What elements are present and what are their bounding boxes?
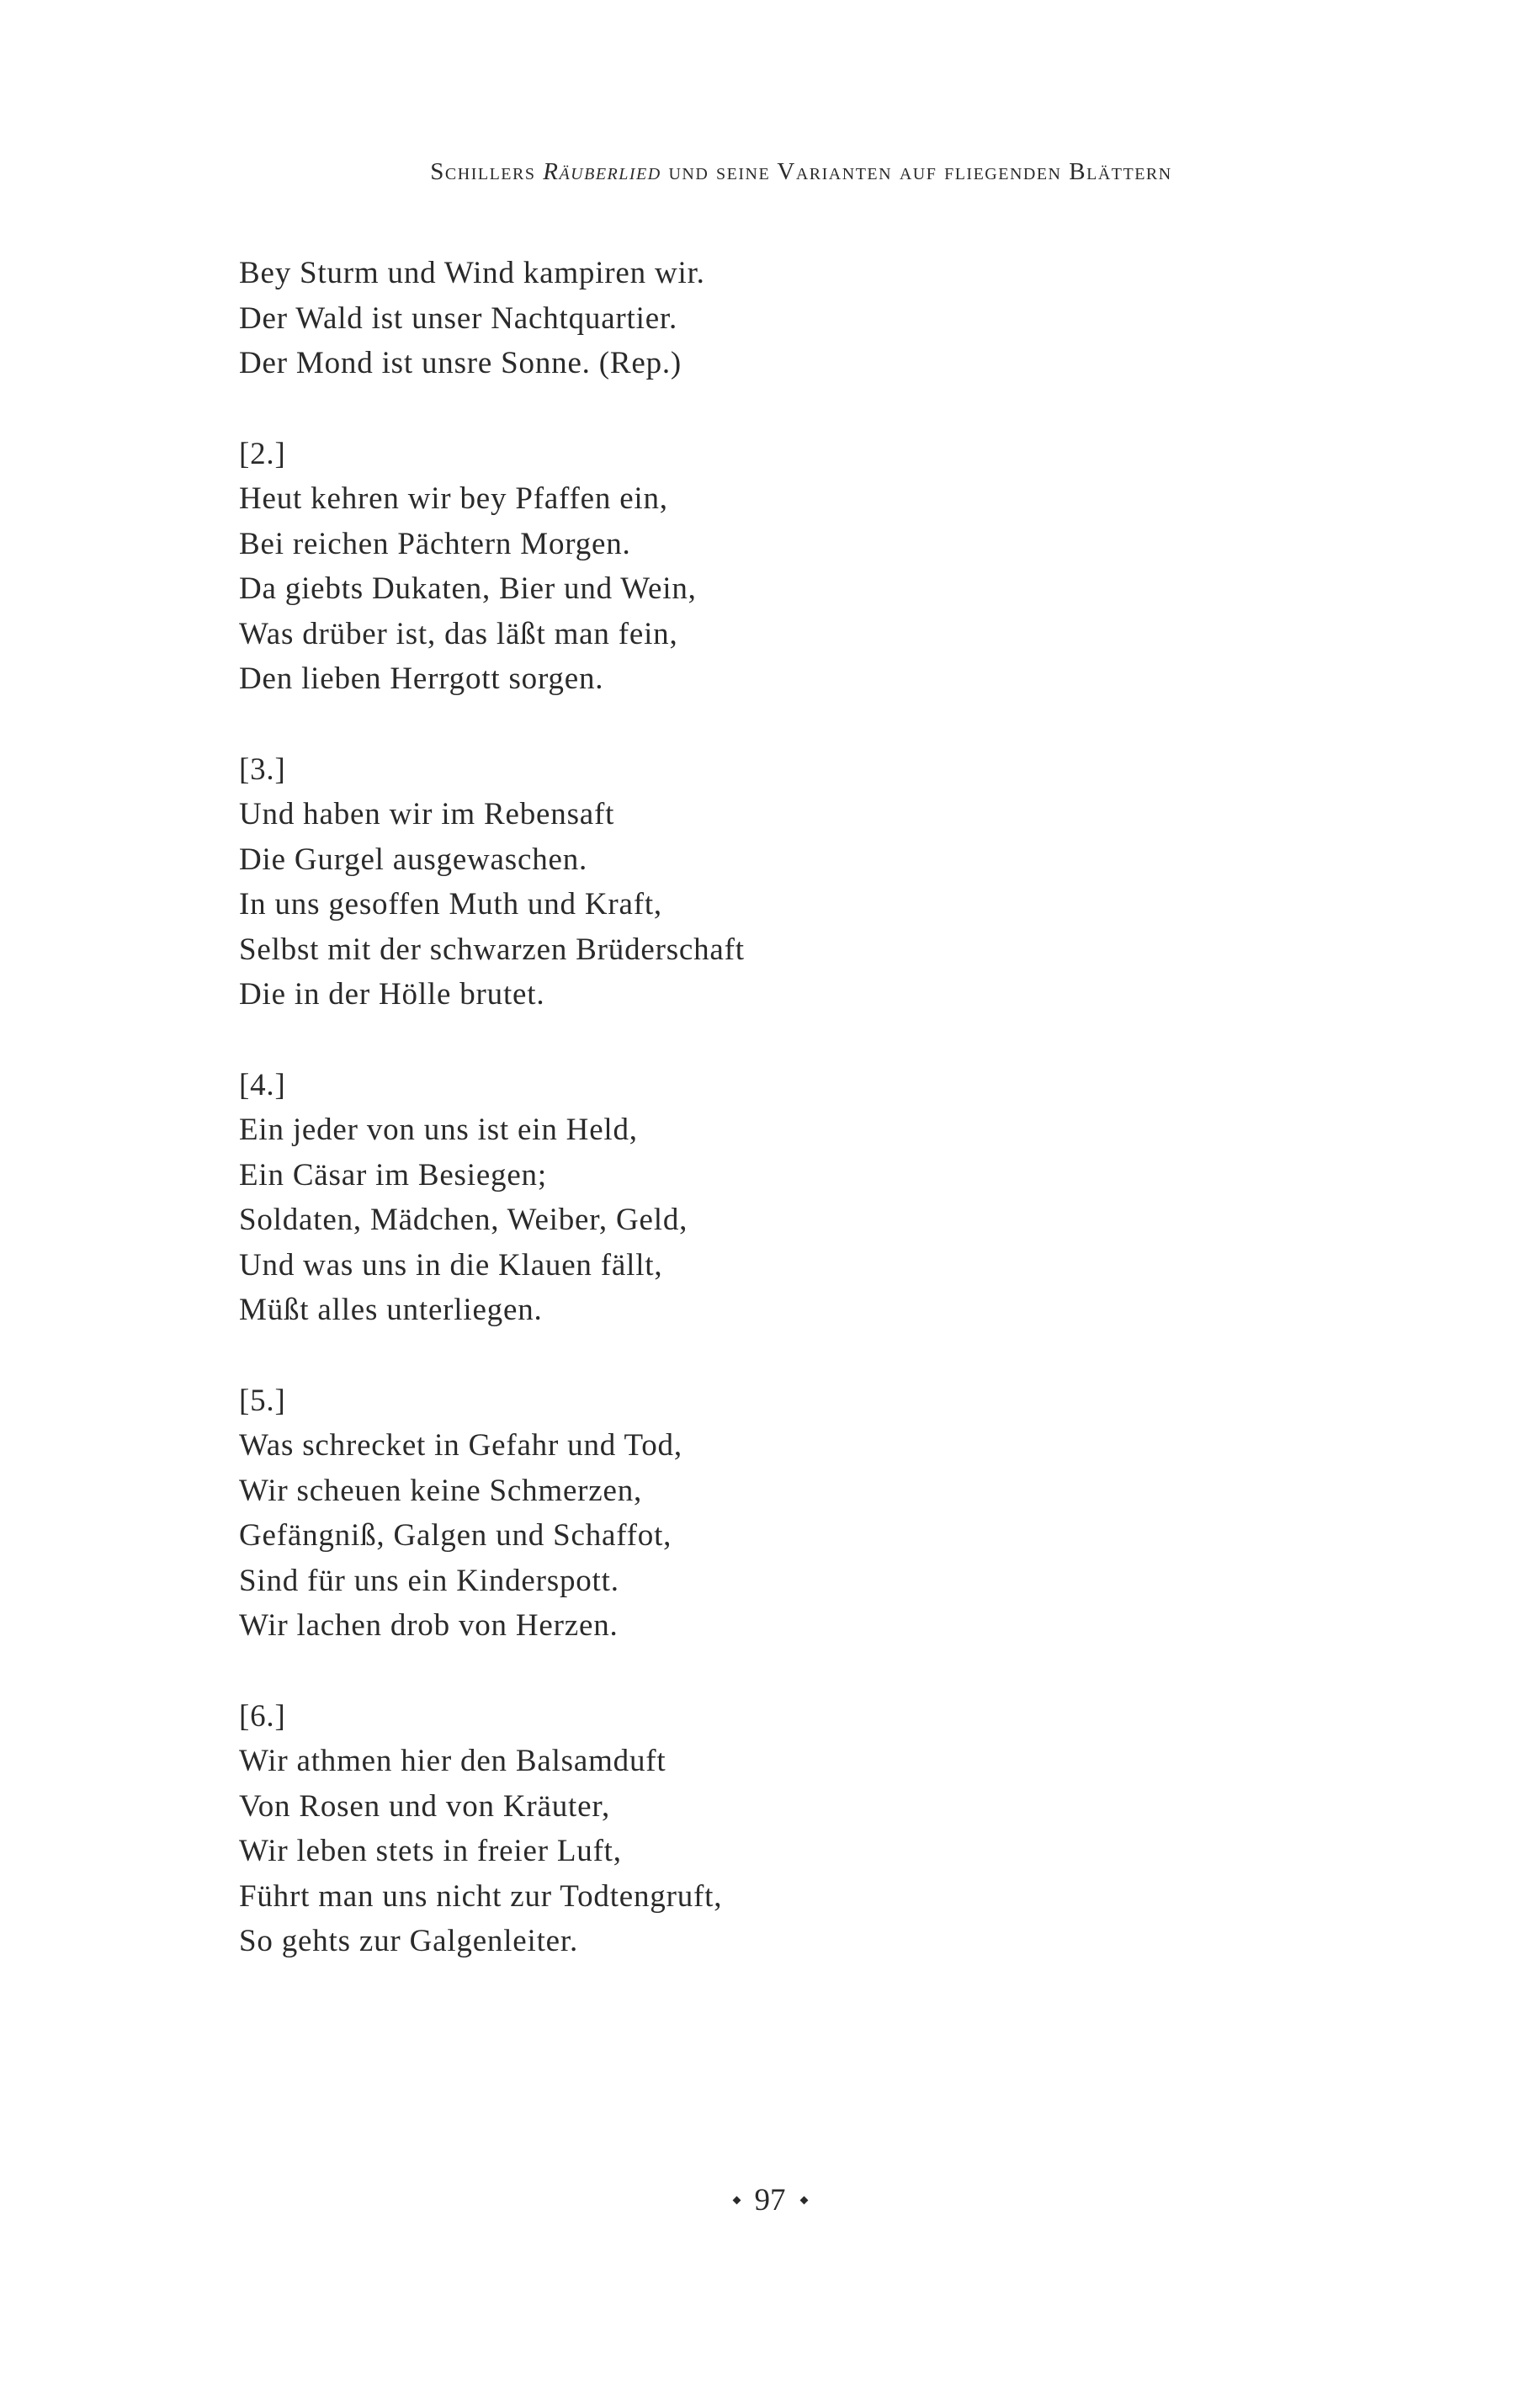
stanza-6: [239, 1694, 1333, 1964]
verse-line: Was schrecket in Gefahr und Tod,: [239, 1428, 682, 1463]
verse-line: Bei reichen Pächtern Morgen.: [239, 526, 631, 561]
verse-line: Ein jeder von uns ist ein Held,: [239, 1113, 638, 1147]
verse-line: Gefängniß, Galgen und Schaffot,: [239, 1518, 672, 1553]
diamond-bullet-icon: [799, 2196, 808, 2205]
verse-line: Bey Sturm und Wind kampiren wir.: [239, 256, 705, 290]
verse-line: Soldaten, Mädchen, Weiber, Geld,: [239, 1203, 688, 1237]
verse-line: Den lieben Herrgott sorgen.: [239, 661, 604, 696]
stanza-number: [2.]: [239, 436, 286, 471]
running-head-author: Schillers: [430, 158, 544, 185]
verse-line: Wir scheuen keine Schmerzen,: [239, 1473, 643, 1508]
verse-line: Wir athmen hier den Balsamduft: [239, 1744, 666, 1778]
verse-line: Wir leben stets in freier Luft,: [239, 1834, 622, 1868]
verse-line: Heut kehren wir bey Pfaffen ein,: [239, 481, 668, 516]
diamond-bullet-icon: [732, 2196, 741, 2205]
poem-body: [239, 251, 1333, 2010]
verse-line: Von Rosen und von Kräuter,: [239, 1788, 611, 1824]
running-head-subtitle: und seine Varianten auf fliegenden Blättern: [661, 158, 1172, 185]
page-number: 97: [754, 2183, 786, 2218]
running-head-title: Räuberlied: [543, 158, 661, 185]
stanza-4: [239, 1063, 1333, 1333]
verse-line: Selbst mit der schwarzen Brüderschaft: [239, 932, 745, 967]
stanza-number: [3.]: [239, 752, 286, 787]
verse-line: Und haben wir im Rebensaft: [239, 797, 615, 831]
verse-line: Führt man uns nicht zur Todtengruft,: [239, 1878, 723, 1914]
verse-line: Ein Cäsar im Besiegen;: [239, 1157, 547, 1192]
stanza-number: [6.]: [239, 1698, 286, 1734]
stanza-number: [5.]: [239, 1383, 286, 1418]
verse-line: So gehts zur Galgenleiter.: [239, 1924, 579, 1958]
stanza-5: [239, 1378, 1333, 1649]
verse-line: Da giebts Dukaten, Bier und Wein,: [239, 571, 697, 606]
verse-line: In uns gesoffen Muth und Kraft,: [239, 887, 662, 922]
verse-line: Der Mond ist unsre Sonne. (Rep.): [239, 346, 682, 380]
stanza-2: [239, 432, 1333, 702]
verse-line: Die Gurgel ausgewaschen.: [239, 842, 588, 877]
stanza-1: [239, 251, 1333, 386]
running-head: [0, 158, 1540, 186]
verse-line: Die in der Hölle brutet.: [239, 977, 545, 1012]
stanza-3: [239, 747, 1333, 1017]
verse-line: Was drüber ist, das läßt man fein,: [239, 616, 678, 651]
stanza-number: [4.]: [239, 1067, 286, 1102]
verse-line: Der Wald ist unser Nachtquartier.: [239, 300, 678, 336]
verse-line: Und was uns in die Klauen fällt,: [239, 1247, 663, 1283]
page-number-footer: [0, 2182, 1540, 2218]
verse-line: Wir lachen drob von Herzen.: [239, 1608, 619, 1643]
verse-line: Müßt alles unterliegen.: [239, 1293, 543, 1327]
verse-line: Sind für uns ein Kinderspott.: [239, 1563, 619, 1598]
